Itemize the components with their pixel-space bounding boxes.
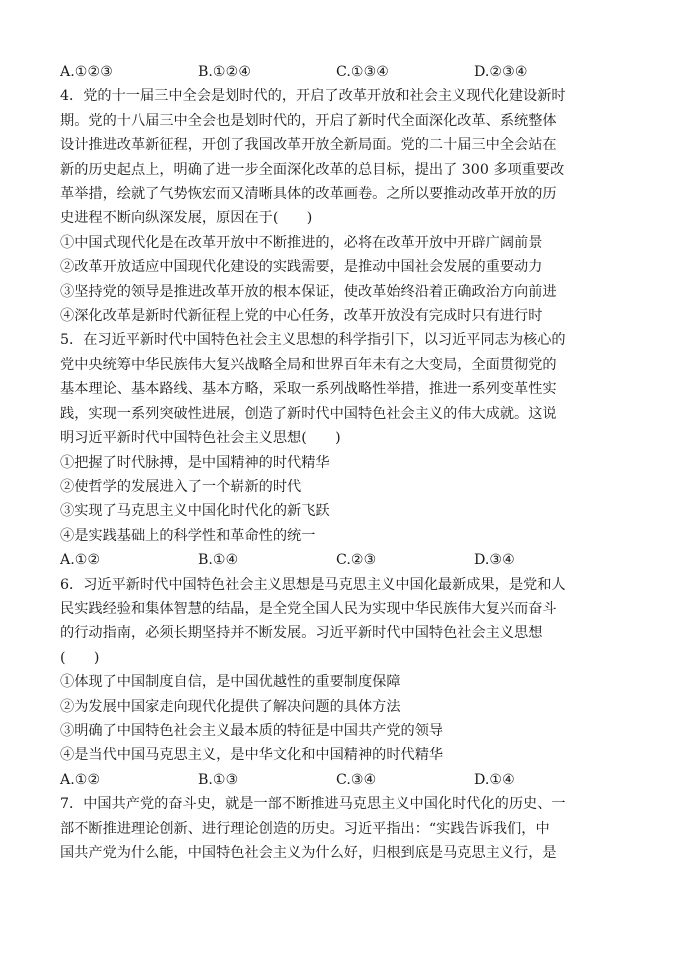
- q3-options: [60, 60, 632, 84]
- q5-stem-line: 基本理论、基本路线、基本方略，采取一系列战略性举措，推进一系列变革性实: [60, 381, 557, 398]
- q6-item-3: ③明确了中国特色社会主义最本质的特征是中国共产党的领导: [60, 722, 444, 739]
- q5-item-3: ③实现了马克思主义中国化时代化的新飞跃: [60, 503, 330, 520]
- q5-stem-line: 践，实现一系列突破性进展，创造了新时代中国特色社会主义的伟大成就。这说: [60, 405, 557, 422]
- q6-stem-line: 民实践经验和集体智慧的结晶，是全党全国人民为实现中华民族伟大复兴而奋斗: [60, 600, 557, 617]
- q4-item-2: ②改革开放适应中国现代化建设的实践需要，是推动中国社会发展的重要动力: [60, 259, 543, 276]
- q5-item-2: ②使哲学的发展进入了一个崭新的时代: [60, 478, 302, 495]
- q7-stem-line: 国共产党为什么能，中国特色社会主义为什么好，归根到底是马克思主义行，是: [60, 845, 557, 861]
- q6-option-d: D.①④: [474, 771, 515, 788]
- q6-option-c: C.③④: [336, 771, 377, 788]
- q5-option-b: B.①④: [198, 552, 239, 569]
- q6-options: [60, 768, 632, 792]
- q5-stem-line: 明习近平新时代中国特色社会主义思想( ): [60, 430, 341, 447]
- q5-options: [60, 548, 632, 572]
- q3-option-d: D.②③④: [474, 64, 528, 80]
- question-6: [60, 573, 632, 793]
- q6-item-4: ④是当代中国马克思主义，是中华文化和中国精神的时代精华: [60, 747, 444, 764]
- q6-stem-line: 的行动指南，必须长期坚持并不断发展。习近平新时代中国特色社会主义思想: [60, 625, 543, 642]
- question-5: [60, 328, 632, 572]
- q5-stem-line: 5．在习近平新时代中国特色社会主义思想的科学指引下，以习近平同志为核心的: [60, 332, 566, 349]
- q7-stem-line: 7．中国共产党的奋斗史，就是一部不断推进马克思主义中国化时代化的历史、一: [60, 796, 566, 813]
- q4-item-1: ①中国式现代化是在改革开放中不断推进的，必将在改革开放中开辟广阔前景: [60, 234, 543, 251]
- question-7: [60, 792, 632, 865]
- q6-item-2: ②为发展中国家走向现代化提供了解决问题的具体方法: [60, 698, 401, 715]
- exam-page: [60, 60, 632, 865]
- q5-stem-line: 党中央统筹中华民族伟大复兴战略全局和世界百年未有之大变局，全面贯彻党的: [60, 356, 557, 373]
- q6-stem-line: 6．习近平新时代中国特色社会主义思想是马克思主义中国化最新成果，是党和人: [60, 576, 566, 593]
- q6-option-a: A.①②: [60, 771, 101, 788]
- q5-option-a: A.①②: [60, 552, 101, 569]
- q4-stem-line: 革举措，绘就了气势恢宏而又清晰具体的改革画卷。之所以要推动改革开放的历: [60, 186, 557, 203]
- question-4: [60, 84, 632, 328]
- q3-option-c: C.①③④: [336, 64, 390, 80]
- q4-item-3: ③坚持党的领导是推进改革开放的根本保证，使改革始终沿着正确政治方向前进: [60, 283, 557, 300]
- q4-stem-line: 设计推进改革新征程，开创了我国改革开放全新局面。党的二十届三中全会站在: [60, 137, 557, 154]
- q7-stem-line: 部不断推进理论创新、进行理论创造的历史。习近平指出：“实践告诉我们，中: [60, 820, 550, 837]
- q6-stem-line: ( ): [60, 649, 100, 666]
- q6-option-b: B.①③: [198, 771, 239, 788]
- q6-item-1: ①体现了中国制度自信，是中国优越性的重要制度保障: [60, 674, 401, 691]
- q5-item-1: ①把握了时代脉搏，是中国精神的时代精华: [60, 454, 330, 471]
- q5-option-c: C.②③: [336, 552, 377, 569]
- q5-option-d: D.③④: [474, 552, 515, 569]
- q4-stem-line: 史进程不断向纵深发展，原因在于( ): [60, 210, 313, 227]
- q3-option-a: A.①②③: [60, 64, 113, 80]
- q5-item-4: ④是实践基础上的科学性和革命性的统一: [60, 527, 316, 544]
- q3-option-b: B.①②④: [198, 64, 252, 80]
- q4-stem-line: 期。党的十八届三中全会也是划时代的，开启了新时代全面深化改革、系统整体: [60, 112, 557, 129]
- q4-item-4: ④深化改革是新时代新征程上党的中心任务，改革开放没有完成时只有进行时: [60, 308, 543, 325]
- q4-stem-line: 4．党的十一届三中全会是划时代的，开启了改革开放和社会主义现代化建设新时: [60, 88, 566, 105]
- q4-stem-line: 新的历史起点上，明确了进一步全面深化改革的总目标，提出了 300 多项重要改: [60, 161, 565, 178]
